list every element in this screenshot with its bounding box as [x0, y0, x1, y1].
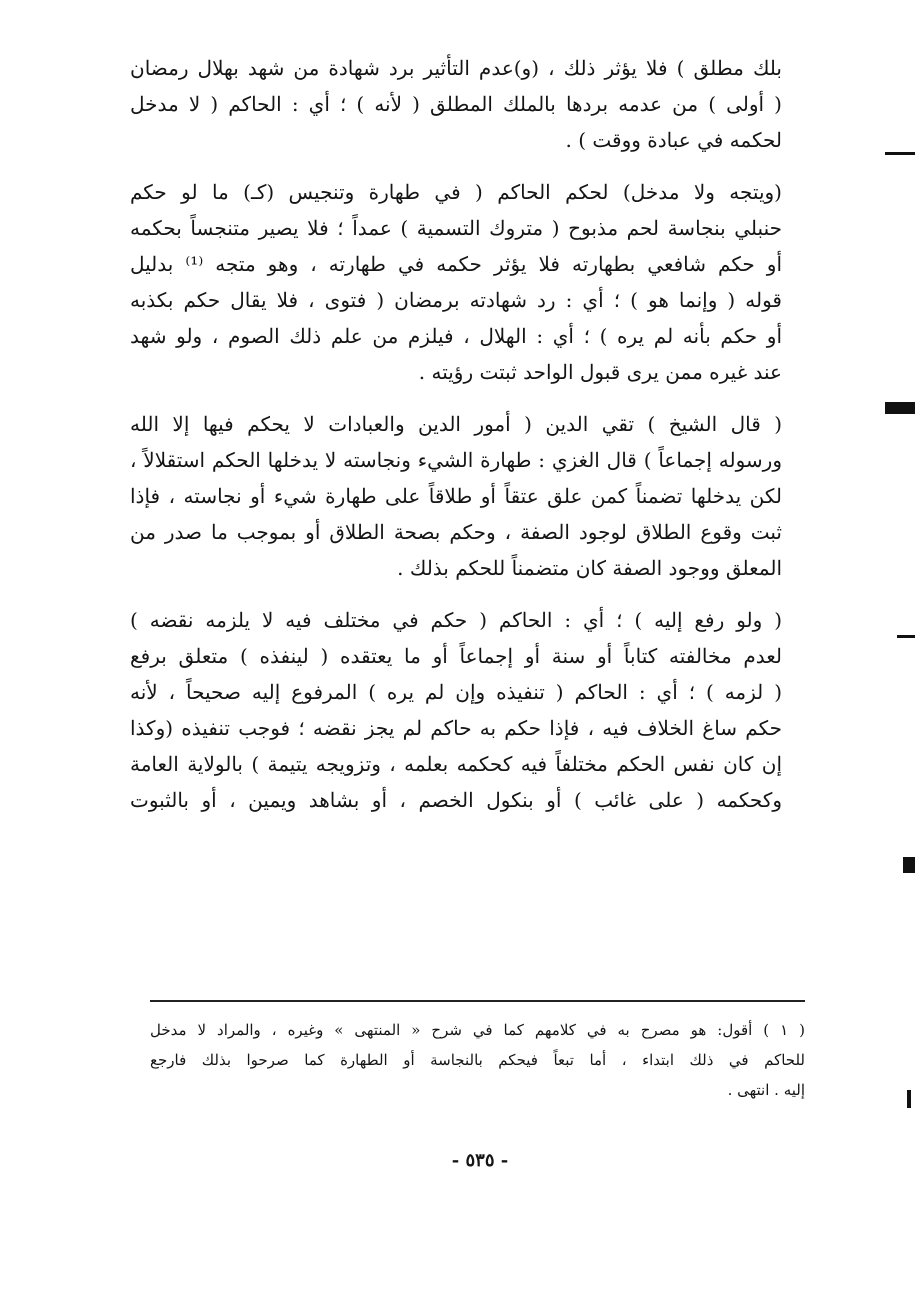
text-line: وكحكمه ( على غائب ) أو بنكول الخصم ، أو بشاهد ويمين ، أو بالثبوت: [130, 788, 782, 812]
text-line: إن كان نفس الحكم مختلفاً فيه كحكمه بعلمه ، وتزويجه يتيمة ) بالولاية العامة: [130, 752, 782, 776]
paragraph-gap: [130, 390, 782, 406]
text-line: لعدم مخالفته كتاباً أو سنة أو إجماعاً أو ما يعتقده ( لينفذه ) متعلق برفع: [130, 644, 782, 668]
text-line: حكم ساغ الخلاف فيه ، فإذا حكم به حاكم لم يجز نقضه ؛ فوجب تنفيذه (وكذا: [130, 716, 782, 740]
text-line: لكن يدخلها تضمناً كمن علق عتقاً أو طلاقاً على طهارة شيء أو نجاسته ، فإذا: [130, 484, 782, 508]
scan-edge-mark: [897, 635, 915, 638]
text-line: بلك مطلق ) فلا يؤثر ذلك ، (و)عدم التأثير برد شهادة من شهد بهلال رمضان: [130, 56, 782, 80]
text-line: ( أولى ) من عدمه بردها بالملك المطلق ( لأنه ) ؛ أي : الحاكم ( لا مدخل: [130, 92, 782, 116]
scan-edge-mark: [885, 152, 915, 155]
text-line: ( لزمه ) ؛ أي : الحاكم ( تنفيذه وإن لم يره ) المرفوع إليه صحيحاً ، لأنه: [130, 680, 782, 704]
text-line: لحكمه في عبادة ووقت ) .: [565, 128, 782, 152]
footnote-line: إليه . انتهى .: [727, 1081, 805, 1099]
footnote-line: ( ١ ) أقول: هو مصرح به في كلامهم كما في شرح « المنتهى » وغيره ، والمراد لا مدخل: [150, 1021, 805, 1039]
paragraph-gap: [130, 158, 782, 174]
scan-edge-mark: [907, 1090, 911, 1108]
text-line: قوله ( وإنما هو ) ؛ أي : رد شهادته برمضان ( فتوى ، فلا يقال حكم بكذبه: [130, 288, 782, 312]
text-line: ( قال الشيخ ) تقي الدين ( أمور الدين والعبادات لا يحكم فيها إلا الله: [130, 412, 782, 436]
footnote-line: للحاكم في ذلك ابتداء ، أما تبعاً فيحكم بالنجاسة أو الطهارة كما صرحوا بذلك فارجع: [150, 1051, 805, 1069]
footnote: [150, 1015, 805, 1105]
paragraph-4: [130, 602, 782, 818]
scan-edge-mark: [903, 857, 915, 873]
paragraph-gap: [130, 586, 782, 602]
text-line: ( ولو رفع إليه ) ؛ أي : الحاكم ( حكم في مختلف فيه لا يلزمه نقضه ): [130, 608, 782, 632]
text-line: حنبلي بنجاسة لحم مذبوح ( متروك التسمية ) عمداً ؛ فلا يصير متنجساً بحكمه: [130, 216, 782, 240]
footnote-separator: [150, 1000, 805, 1002]
text-line: أو حكم بأنه لم يره ) ؛ أي : الهلال ، فيلزم من علم ذلك الصوم ، ولو شهد: [130, 324, 782, 348]
text-line: ثبت وقوع الطلاق لوجود الصفة ، وحكم بصحة الطلاق أو بموجب ما صدر من: [130, 520, 782, 544]
scan-edge-mark: [885, 402, 915, 414]
text-line: أو حكم شافعي بطهارته فلا يؤثر حكمه في طهارته ، وهو متجه ⁽¹⁾ بدليل: [130, 252, 782, 276]
paragraph-2: [130, 174, 782, 390]
text-line: عند غيره ممن يرى قبول الواحد ثبتت رؤيته .: [418, 360, 782, 384]
paragraph-1: [130, 50, 782, 158]
page-number: - ٥٣٥ -: [451, 1150, 509, 1171]
paragraph-3: [130, 406, 782, 586]
text-line: (ويتجه ولا مدخل) لحكم الحاكم ( في طهارة وتنجيس (كـ) ما لو حكم: [130, 180, 782, 204]
main-text: [130, 50, 782, 818]
text-line: المعلق ووجود الصفة كان متضمناً للحكم بذلك .: [397, 556, 782, 580]
text-line: ورسوله إجماعاً ) قال الغزي : طهارة الشيء ونجاسته لا يدخلها الحكم استقلالاً ،: [130, 448, 782, 472]
